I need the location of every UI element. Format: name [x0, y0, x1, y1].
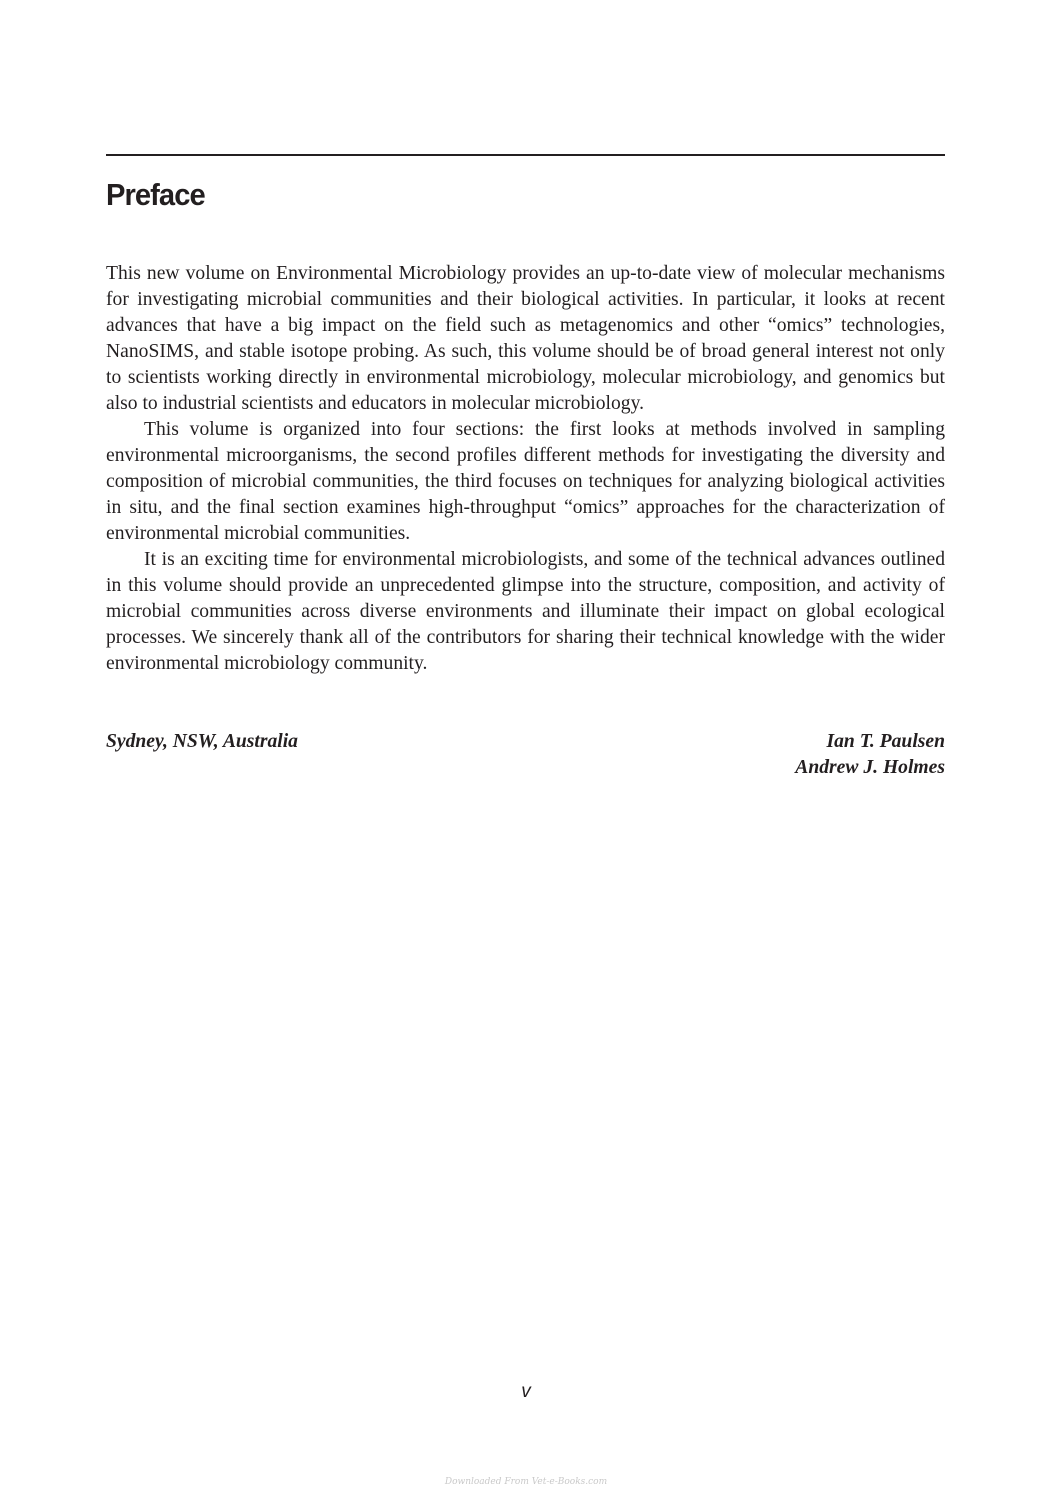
page-number: v	[521, 1381, 531, 1402]
author-name: Andrew J. Holmes	[795, 757, 945, 778]
paragraph-2: This volume is organized into four sections: the first looks at methods involved in sampling environmental microorganisms, the second profiles different methods for investigating the diversity and composition of microbial communities, the third focuses on techniques for analyzing biological activities in situ, and the final section examines high-throughput “omics” approaches for the characterization of environmental microbial communities.	[106, 419, 945, 544]
download-watermark: Downloaded From Vet-e-Books.com	[444, 1477, 608, 1487]
preface-body	[106, 261, 945, 677]
signature-authors	[795, 729, 945, 781]
header-rule	[106, 154, 945, 156]
signature-place: Sydney, NSW, Australia	[106, 731, 298, 752]
paragraph-3: It is an exciting time for environmental microbiologists, and some of the technical advances outlined in this volume should provide an unprecedented glimpse into the structure, composition, and activity of microbial communities across diverse environments and illuminate their impact on global ecological processes. We sincerely thank all of the contributors for sharing their technical knowledge with the wider environmental microbiology community.	[106, 549, 945, 674]
page-title: Preface	[106, 177, 205, 212]
paragraph-1: This new volume on Environmental Microbiology provides an up-to-date view of molecular mechanisms for investigating microbial communities and their biological activities. In particular, it looks at recent advances that have a big impact on the field such as metagenomics and other “omics” technologies, NanoSIMS, and stable isotope probing. As such, this volume should be of broad general interest not only to scientists working directly in environmental microbiology, molecular microbiology, and genomics but also to industrial scientists and educators in molecular microbiology.	[106, 263, 945, 414]
author-name: Ian T. Paulsen	[826, 731, 945, 752]
